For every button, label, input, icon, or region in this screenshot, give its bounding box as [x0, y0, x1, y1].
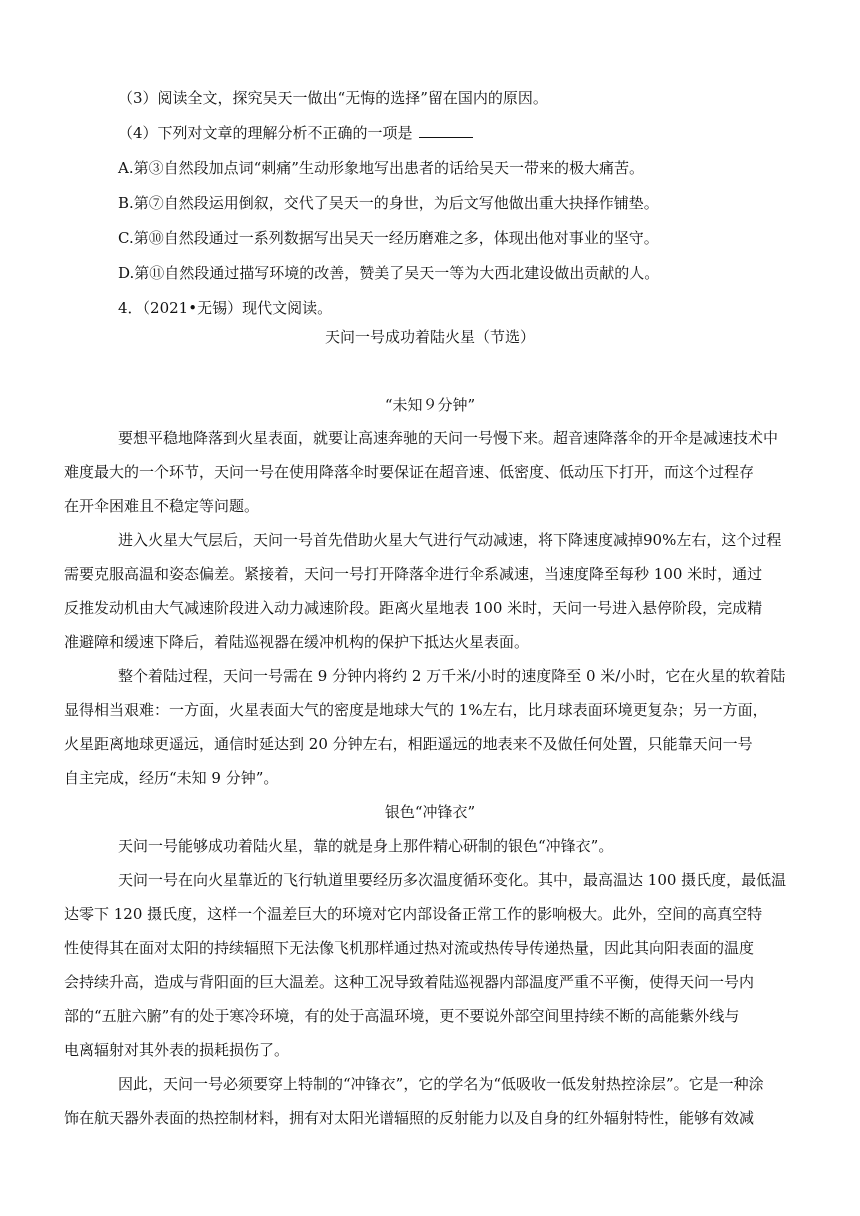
paragraph-line: 饰在航天器外表面的热控制材料，拥有对太阳光谱辐照的反射能力以及自身的红外辐射特性，能够有效减	[64, 1109, 755, 1127]
section-heading-2: 银色“冲锋衣”	[384, 803, 476, 821]
option-d: D.第⑪自然段通过描写环境的改善，赞美了吴天一等为大西北建设做出贡献的人。	[118, 264, 660, 282]
paragraph-line: 天问一号能够成功着陆火星，靠的就是身上那件精心研制的银色“冲锋衣”。	[118, 837, 614, 855]
paragraph-line: 部的“五脏六腑”有的处于寒冷环境，有的处于高温环境，更不要说外部空间里持续不断的高能紫外线与	[64, 1007, 740, 1025]
paragraph-line: 达零下 120 摄氏度，这样一个温差巨大的环境对它内部设备正常工作的影响极大。此外，空间的高真空特	[64, 905, 763, 923]
article-title: 天问一号成功着陆火星（节选）	[324, 328, 535, 346]
paragraph-line: 因此，天问一号必须要穿上特制的“冲锋衣”，它的学名为“低吸收一低发射热控涂层”。它是一种涂	[118, 1075, 764, 1093]
paragraph-line: 性使得其在面对太阳的持续辐照下无法像飞机那样通过热对流或热传导传递热量，因此其向阳表面的温度	[64, 939, 755, 957]
paragraph-line: 天问一号在向火星靠近的飞行轨道里要经历多次温度循环变化。其中，最高温达 100 摄氏度，最低温	[118, 871, 787, 889]
paragraph-line: 电离辐射对其外表的损耗损伤了。	[64, 1041, 290, 1059]
option-a: A.第③自然段加点词“刺痛”生动形象地写出患者的话给吴天一带来的极大痛苦。	[118, 159, 644, 177]
option-c: C.第⑩自然段通过一系列数据写出吴天一经历磨难之多，体现出他对事业的坚守。	[118, 229, 659, 247]
paragraph-line: 反推发动机由大气减速阶段进入动力减速阶段。距离火星地表 100 米时，天问一号进入悬停阶段，完成精	[64, 599, 763, 617]
paragraph-line: 准避障和缓速下降后，着陆巡视器在缓冲机构的保护下抵达火星表面。	[64, 633, 530, 651]
question-4	[0, 122, 860, 144]
option-b: B.第⑦自然段运用倒叙，交代了吴天一的身世，为后文写他做出重大抉择作铺垫。	[118, 194, 659, 212]
section-heading-1: “未知９分钟”	[384, 396, 476, 414]
question-next-heading: 4．（2021•无锡）现代文阅读。	[118, 299, 333, 317]
answer-blank[interactable]	[419, 123, 473, 138]
paragraph-line: 整个着陆过程，天问一号需在 9 分钟内将约 2 万千米/小时的速度降至 0 米/小时，它在火星的软着陆	[118, 667, 786, 685]
paragraph-line: 进入火星大气层后，天问一号首先借助火星大气进行气动减速，将下降速度减掉90%左右，这个过程	[118, 531, 782, 549]
paragraph-line: 显得相当艰难：一方面，火星表面大气的密度是地球大气的 1%左右，比月球表面环境更复杂；另一方面，	[64, 701, 768, 719]
paragraph-line: 难度最大的一个环节，天问一号在使用降落伞时要保证在超音速、低密度、低动压下打开，而这个过程存	[64, 463, 755, 481]
paragraph-line: 需要克服高温和姿态偏差。紧接着，天问一号打开降落伞进行伞系减速，当速度降至每秒 100 米时，通过	[64, 565, 763, 583]
question-3: （3）阅读全文，探究吴天一做出“无悔的选择”留在国内的原因。	[118, 89, 548, 107]
paragraph-line: 自主完成，经历“未知 9 分钟”。	[64, 769, 279, 787]
paragraph-line: 会持续升高，造成与背阳面的巨大温差。这种工况导致着陆巡视器内部温度严重不平衡，使得天问一号内	[64, 973, 755, 991]
paragraph-line: 要想平稳地降落到火星表面，就要让高速奔驰的天问一号慢下来。超音速降落伞的开伞是减速技术中	[118, 429, 779, 447]
question-4-text: （4）下列对文章的理解分析不正确的一项是	[118, 124, 413, 142]
paragraph-line: 火星距离地球更遥远，通信时延达到 20 分钟左右，相距遥远的地表来不及做任何处置，只能靠天问一号	[64, 735, 753, 753]
paragraph-line: 在开伞困难且不稳定等问题。	[64, 497, 260, 515]
